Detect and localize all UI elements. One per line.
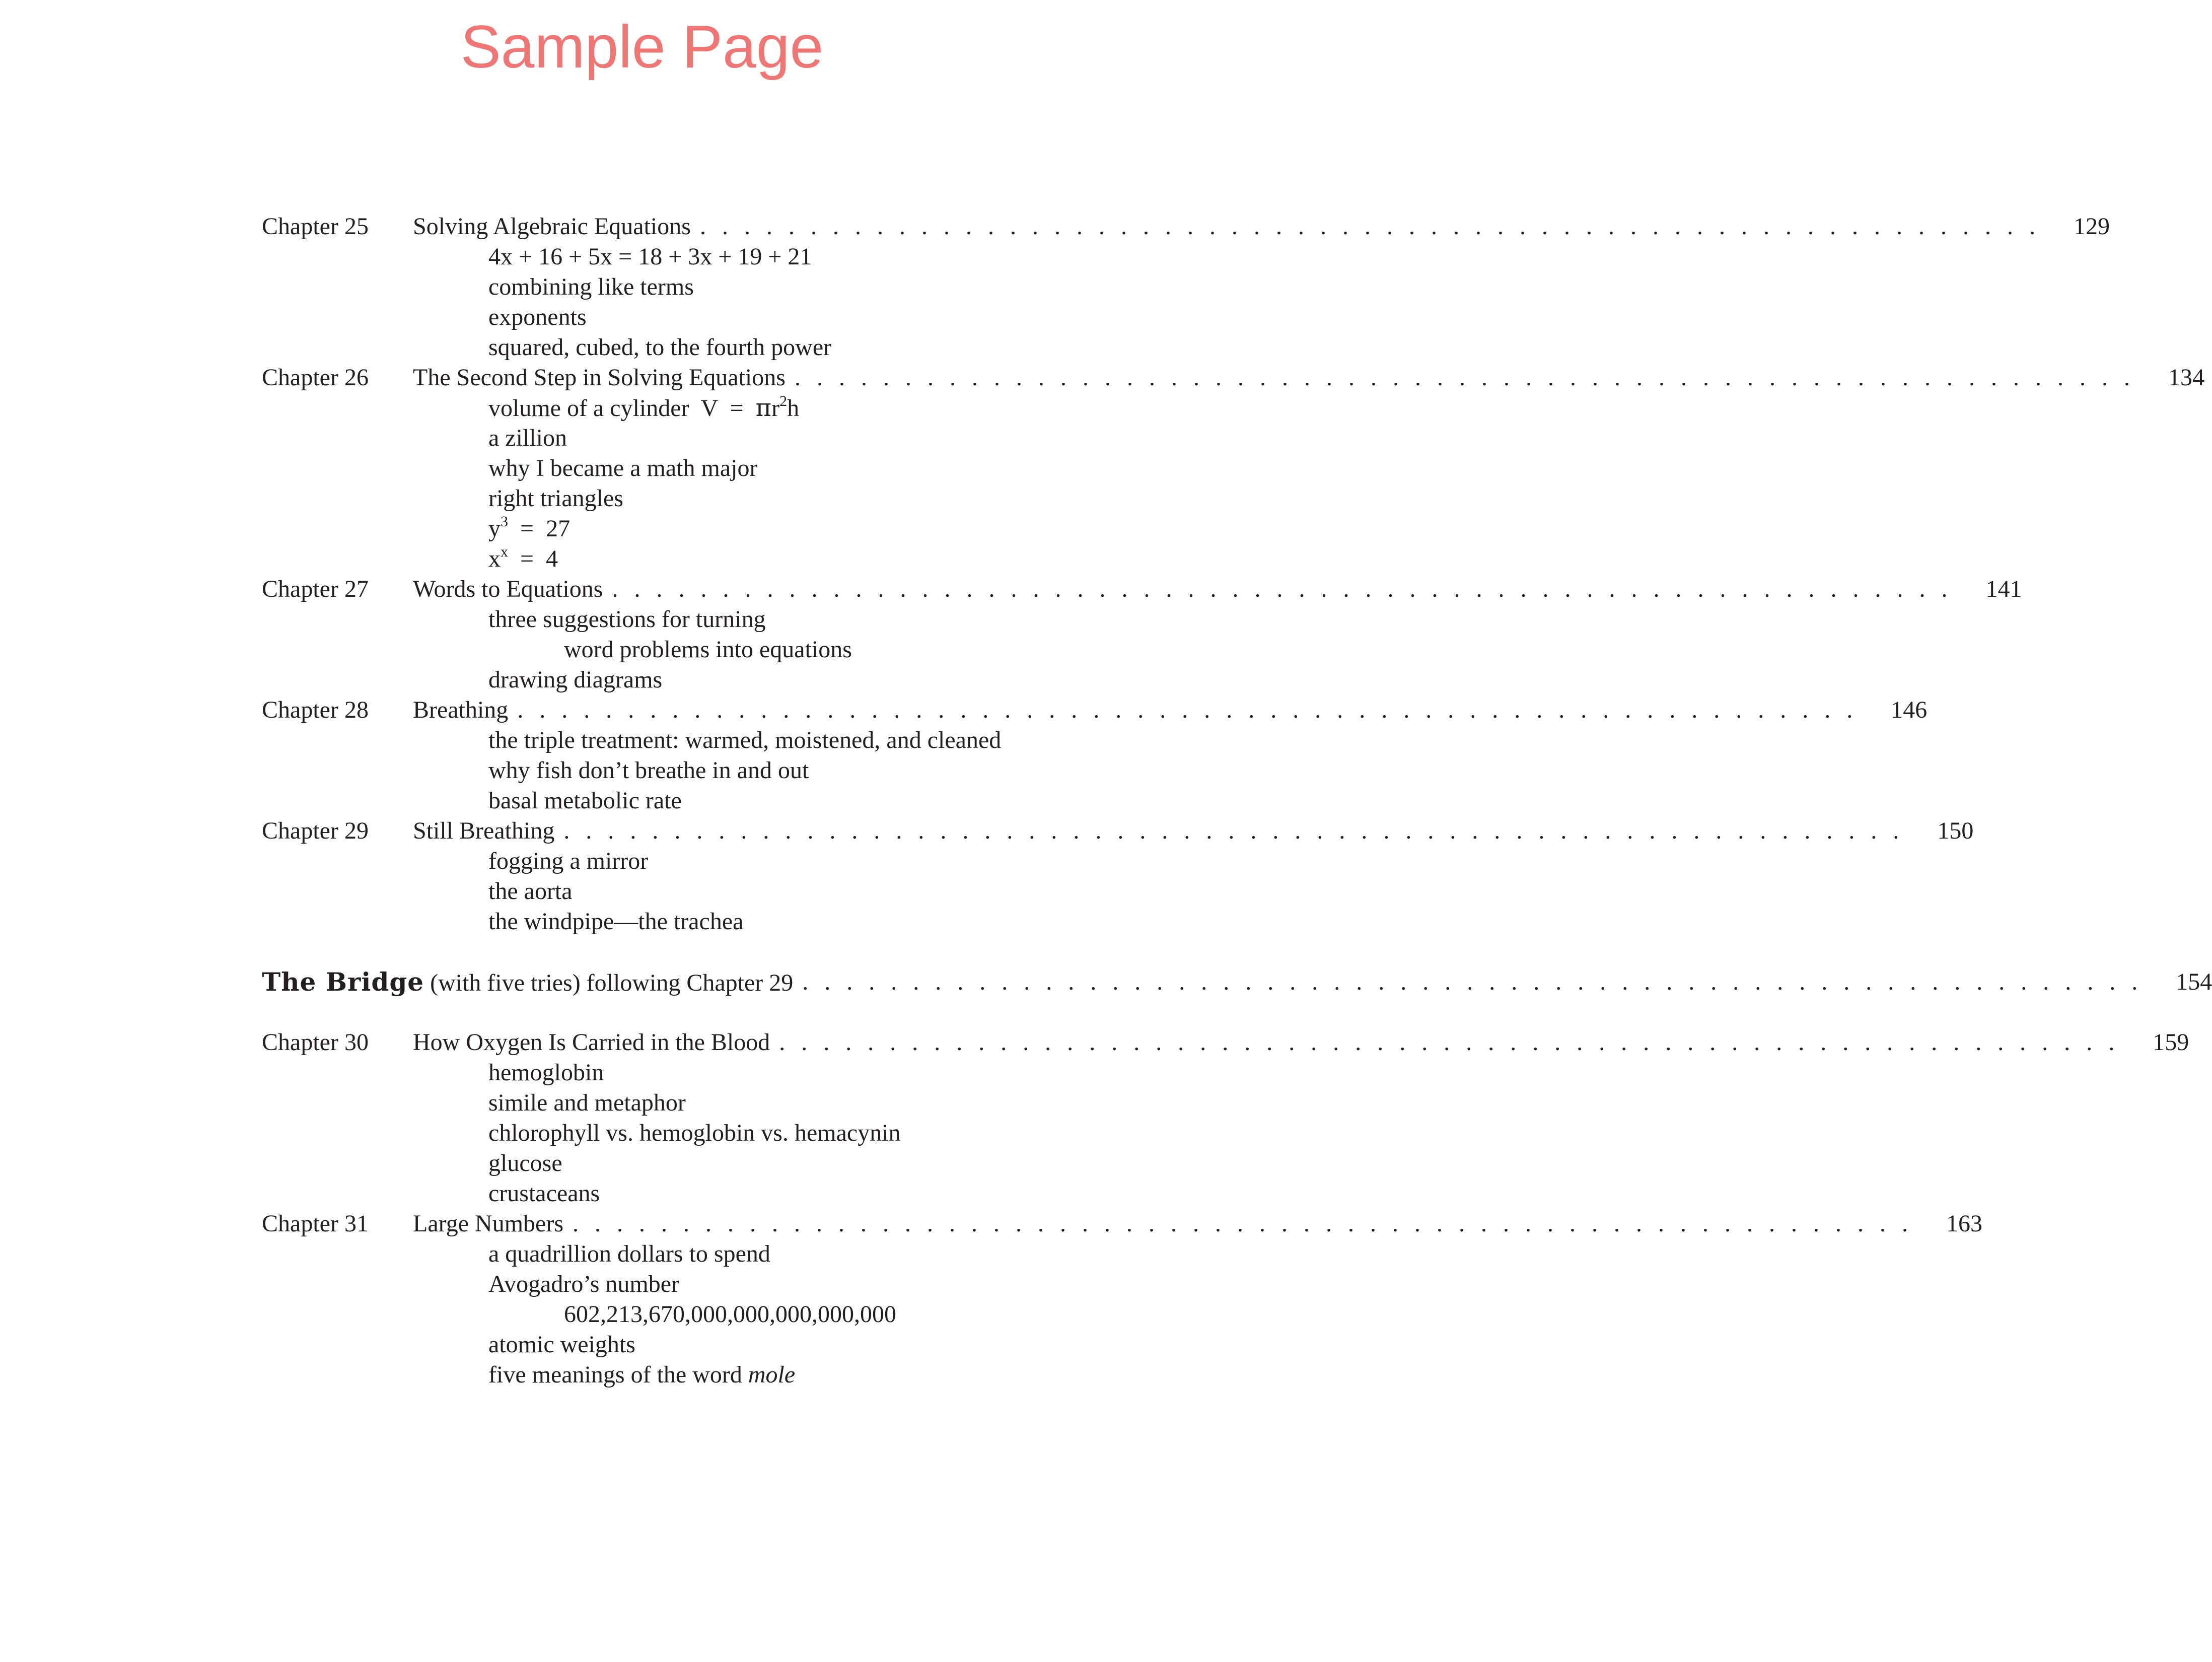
chapter-title: Solving Algebraic Equations — [413, 213, 691, 240]
topic-item: a quadrillion dollars to spend — [488, 1240, 770, 1267]
topic-item — [262, 393, 1027, 423]
page-number: 141 — [1985, 576, 2022, 602]
toc-entry-chapter-27[interactable] — [262, 574, 2022, 604]
superscript: x — [501, 543, 508, 560]
topic-item: word problems into equations — [564, 636, 852, 663]
superscript: 3 — [501, 513, 508, 530]
dot-leader: . . . . . . . . . . . . . . . . . . . . . . . . . . . . . . . . . . . . . . . . . . . . . . . . . . . . . . . . . . . . . — [517, 697, 1858, 723]
page-number: 134 — [2168, 364, 2204, 391]
chapter-label: Chapter 26 — [262, 364, 369, 391]
bridge-bold-label: The Bridge — [262, 967, 424, 997]
chapter-title: Large Numbers — [413, 1210, 564, 1237]
topic-item: Avogadro’s number — [488, 1271, 680, 1297]
topic-item: the windpipe—the trachea — [488, 908, 744, 935]
topic-italic-word: mole — [748, 1361, 796, 1388]
topic-item: squared, cubed, to the fourth power — [488, 334, 832, 361]
dot-leader: . . . . . . . . . . . . . . . . . . . . . . . . . . . . . . . . . . . . . . . . . . . . . . . . . . . . . . . . . . . . . — [794, 364, 2135, 391]
chapter-title: Words to Equations — [413, 576, 603, 602]
dot-leader: . . . . . . . . . . . . . . . . . . . . . . . . . . . . . . . . . . . . . . . . . . . . . . . . . . . . . . . . . . . . . — [802, 968, 2143, 995]
table-of-contents — [262, 212, 2212, 1390]
topic-item: glucose — [488, 1150, 562, 1176]
chapter-label: Chapter 29 — [262, 817, 369, 844]
chapter-label: Chapter 25 — [262, 213, 369, 240]
topic-item: three suggestions for turning — [488, 606, 766, 633]
dot-leader: . . . . . . . . . . . . . . . . . . . . . . . . . . . . . . . . . . . . . . . . . . . . . . . . . . . . . . . . . . . . . — [573, 1210, 1913, 1237]
page-number: 154 — [2176, 968, 2212, 995]
chapter-title: How Oxygen Is Carried in the Blood — [413, 1029, 770, 1056]
toc-entry-chapter-30[interactable] — [262, 1027, 2189, 1058]
chapter-title: Breathing — [413, 697, 509, 723]
topic-text: five meanings of the word — [488, 1361, 748, 1388]
topic-item — [262, 1360, 1027, 1390]
toc-entry-chapter-31[interactable] — [262, 1209, 1983, 1239]
page-number: 163 — [1946, 1210, 1983, 1237]
toc-entry-chapter-25[interactable] — [262, 212, 2110, 242]
topic-item: hemoglobin — [488, 1059, 604, 1086]
chapter-label: Chapter 28 — [262, 697, 369, 723]
topic-item: chlorophyll vs. hemoglobin vs. hemacynin — [488, 1120, 901, 1146]
topic-item: crustaceans — [488, 1180, 600, 1207]
spacer — [262, 937, 1027, 967]
topic-item: 4x + 16 + 5x = 18 + 3x + 19 + 21 — [488, 243, 812, 270]
topic-item: basal metabolic rate — [488, 787, 682, 814]
topic-text: h — [787, 395, 800, 422]
superscript: 2 — [779, 393, 788, 409]
chapter-label: Chapter 31 — [262, 1210, 369, 1237]
topic-item: a zillion — [488, 425, 567, 451]
chapter-label: Chapter 30 — [262, 1029, 369, 1056]
topic-text: x — [488, 545, 501, 572]
topic-item: why I became a math major — [488, 455, 758, 481]
sample-page-watermark: Sample Page — [460, 13, 824, 81]
topic-text: volume of a cylinder V = — [488, 395, 756, 422]
toc-entry-bridge[interactable] — [262, 967, 2212, 997]
bridge-title — [262, 967, 793, 998]
dot-leader: . . . . . . . . . . . . . . . . . . . . . . . . . . . . . . . . . . . . . . . . . . . . . . . . . . . . . . . . . . . . . — [779, 1029, 2120, 1056]
page-number: 159 — [2153, 1029, 2189, 1056]
dot-leader: . . . . . . . . . . . . . . . . . . . . . . . . . . . . . . . . . . . . . . . . . . . . . . . . . . . . . . . . . . . . . — [563, 817, 1904, 844]
topic-item: drawing diagrams — [488, 666, 663, 693]
topic-item: fogging a mirror — [488, 848, 649, 874]
topic-item: combining like terms — [488, 273, 694, 300]
chapter-title: The Second Step in Solving Equations — [413, 364, 786, 391]
topic-text: r — [771, 395, 780, 422]
topic-item: 602,213,670,000,000,000,000,000 — [564, 1301, 896, 1328]
topic-item: the aorta — [488, 878, 573, 905]
topic-item: right triangles — [488, 485, 623, 512]
toc-entry-chapter-28[interactable] — [262, 695, 1928, 725]
topic-text: = 4 — [508, 545, 558, 572]
topic-item: exponents — [488, 304, 587, 330]
topic-item: atomic weights — [488, 1331, 635, 1358]
page-number: 129 — [2073, 213, 2110, 240]
page-number: 146 — [1891, 697, 1928, 723]
topic-item: why fish don’t breathe in and out — [488, 757, 809, 784]
topic-item: the triple treatment: warmed, moistened, and cleaned — [488, 727, 1002, 753]
spacer — [262, 997, 1027, 1027]
dot-leader: . . . . . . . . . . . . . . . . . . . . . . . . . . . . . . . . . . . . . . . . . . . . . . . . . . . . . . . . . . . . . — [699, 213, 2040, 240]
toc-entry-chapter-29[interactable] — [262, 816, 1974, 846]
bridge-description: (with five tries) following Chapter 29 — [424, 970, 794, 996]
topic-text: = 27 — [508, 515, 570, 542]
chapter-label: Chapter 27 — [262, 576, 369, 602]
dot-leader: . . . . . . . . . . . . . . . . . . . . . . . . . . . . . . . . . . . . . . . . . . . . . . . . . . . . . . . . . . . . . — [612, 576, 1953, 602]
topic-text: y — [488, 515, 501, 542]
topic-item — [262, 544, 1027, 574]
toc-entry-chapter-26[interactable] — [262, 363, 2204, 393]
chapter-title: Still Breathing — [413, 817, 555, 844]
page-number: 150 — [1937, 817, 1974, 844]
topic-item — [262, 514, 1027, 544]
pi-symbol: π — [755, 394, 772, 422]
topic-item: simile and metaphor — [488, 1089, 686, 1116]
